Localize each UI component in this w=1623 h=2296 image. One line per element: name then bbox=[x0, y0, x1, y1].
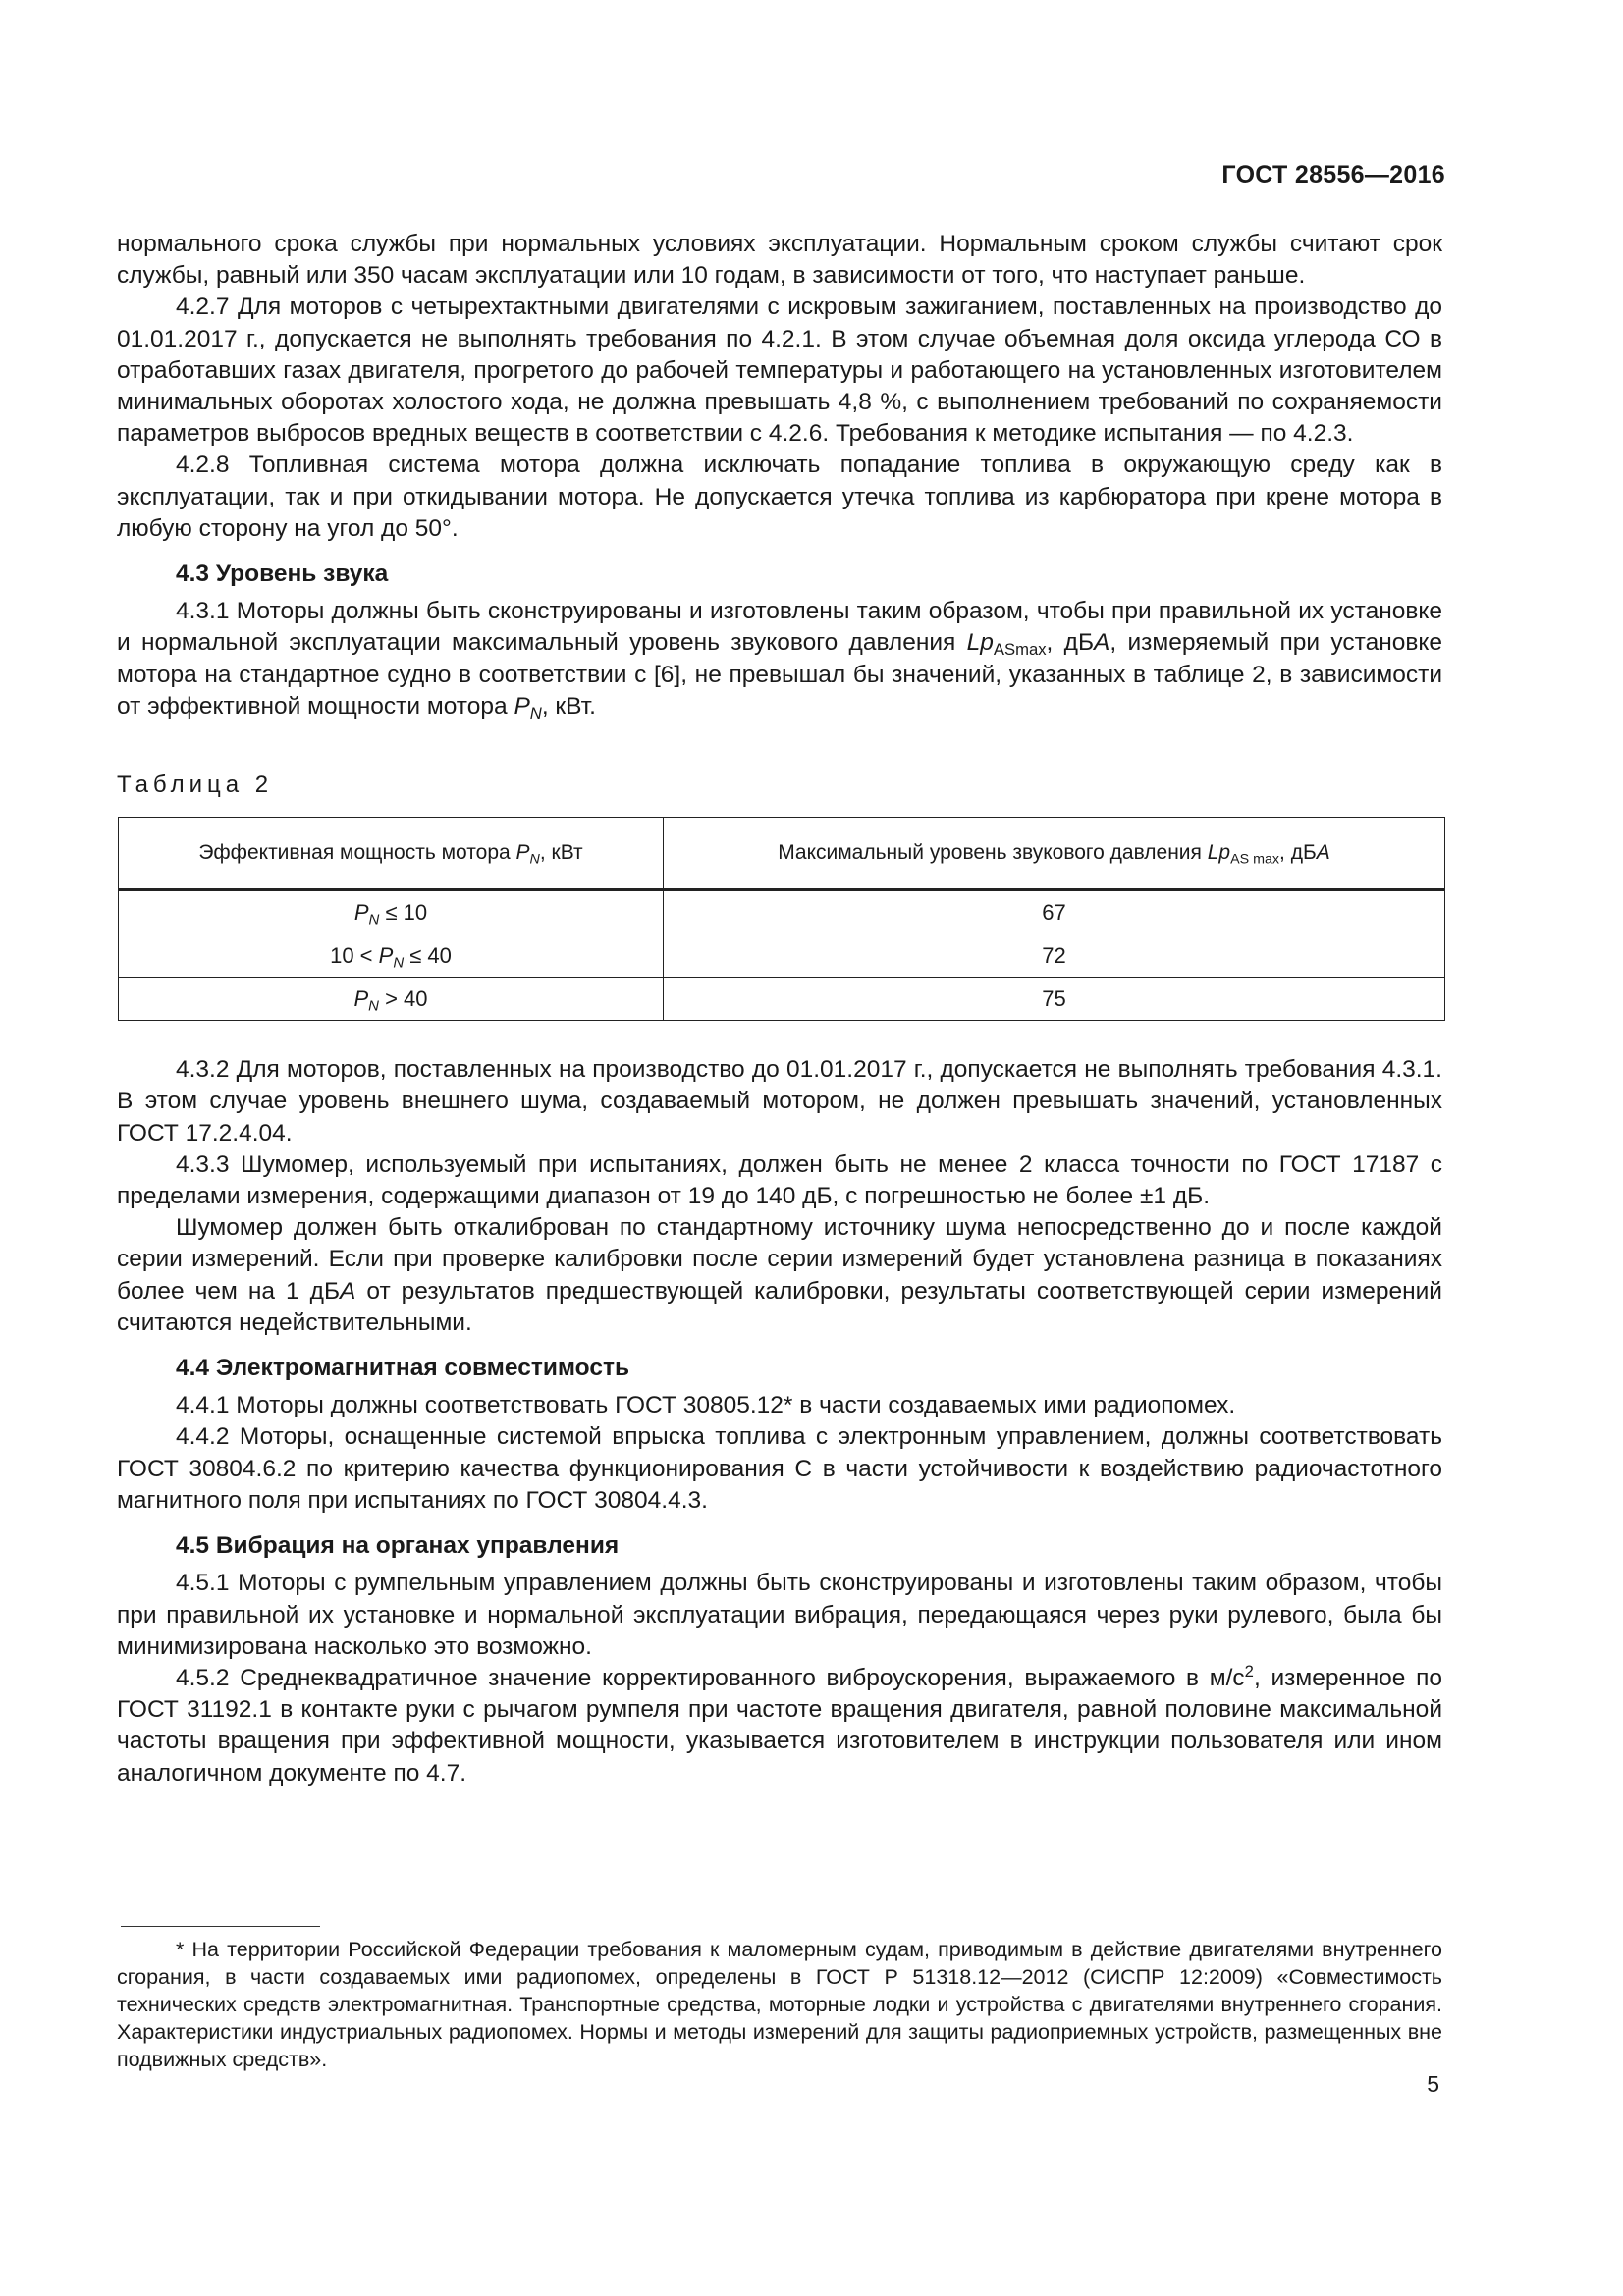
table-cell-sound-level: 75 bbox=[663, 978, 1444, 1021]
table-header-sound-level: Максимальный уровень звукового давления $Lp_{AS max}$, дБА bbox=[663, 818, 1444, 890]
section-heading-4-5: 4.5 Вибрация на органах управления bbox=[176, 1532, 620, 1560]
table-cell-sound-level: 72 bbox=[663, 934, 1444, 978]
paragraph-4-3-2: 4.3.2 Для моторов, поставленных на производство до 01.01.2017 г., допускается не выполнять требования 4.3.1. В этом случае уровень внешнего шума, создаваемый мотором, не должен превышать значений, установленных ГОСТ 17.2.4.04. bbox=[117, 1056, 1442, 1147]
table-header-power: Эффективная мощность мотора $P_N$, кВт bbox=[119, 818, 664, 890]
section-heading-4-4: 4.4 Электромагнитная совместимость bbox=[176, 1355, 630, 1382]
table-cell-power: $P_N > 40$ bbox=[119, 978, 664, 1021]
paragraph-4-2-8: 4.2.8 Топливная система мотора должна исключать попадание топлива в окружающую среду как в эксплуатации, так и при откидывании мотора. Не допускается утечка топлива из карбюратора при крене мотора в любую сторону на угол до 50°. bbox=[117, 452, 1442, 542]
table-row bbox=[119, 978, 1445, 1021]
paragraph-4-2-7: 4.2.7 Для моторов с четырехтактными двигателями с искровым зажиганием, поставленных на производство до 01.01.2017 г., допускается не выполнять требования по 4.2.1. В этом случае объемная доля оксида углерода СО в отработавших газах двигателя, прогретого до рабочей температуры и работающего на установленных изготовителем минимальных оборотах холостого хода, не должна превышать 4,8 %, с выполнением требований по сохраняемости параметров выбросов вредных веществ в соответствии с 4.2.6. Требования к методике испытания — по 4.2.3. bbox=[117, 294, 1442, 448]
paragraph-4-5-1: 4.5.1 Моторы с румпельным управлением должны быть сконструированы и изготовлены таким образом, чтобы при правильной их установке и нормальной эксплуатации вибрация, передающаяся через руки рулевого, была бы минимизирована насколько это возможно. bbox=[117, 1570, 1442, 1660]
paragraph-continuation: нормального срока службы при нормальных условиях эксплуатации. Нормальным сроком службы считают срок службы, равный или 350 часам эксплуатации или 10 годам, в зависимости от того, что наступает раньше. bbox=[117, 231, 1442, 290]
footnote-separator bbox=[121, 1926, 320, 1927]
document-body bbox=[117, 229, 1442, 1789]
paragraph-4-3-3: 4.3.3 Шумомер, используемый при испытаниях, должен быть не менее 2 класса точности по ГОСТ 17187 с пределами измерения, содержащими диапазон от 19 до 140 дБ, с погрешностью не более ±1 дБ. bbox=[117, 1150, 1442, 1210]
paragraph-4-4-1: 4.4.1 Моторы должны соответствовать ГОСТ 30805.12* в части создаваемых ими радиопомех. bbox=[176, 1392, 1236, 1419]
table-cell-power: $10 < P_N \le 40$ bbox=[119, 934, 664, 978]
table-row bbox=[119, 890, 1445, 934]
document-header: ГОСТ 28556—2016 bbox=[1221, 161, 1445, 188]
paragraph-4-4-2: 4.4.2 Моторы, оснащенные системой впрыска топлива с электронным управлением, должны соответствовать ГОСТ 30804.6.2 по критерию качества функционирования С в части устойчивости к воздействию радиочастотного магнитного поля при испытаниях по ГОСТ 30804.4.3. bbox=[117, 1423, 1442, 1514]
table-header-row bbox=[119, 818, 1445, 890]
table-caption: Таблица 2 bbox=[117, 772, 274, 799]
noise-level-table bbox=[118, 817, 1445, 1021]
section-heading-4-3: 4.3 Уровень звука bbox=[176, 561, 389, 588]
paragraph-4-3-1: 4.3.1 Моторы должны быть сконструированы и изготовлены таким образом, чтобы при правильной их установке и нормальной эксплуатации максимальный уровень звукового давления $Lp_{ASmax}$, дБА, измеряемый при установке мотора на стандартное судно в соответствии с [6], не превышал бы значений, указанных в таблице 2, в зависимости от эффективной мощности мотора $P_N$, кВт. bbox=[117, 598, 1442, 722]
table-cell-sound-level: 67 bbox=[663, 890, 1444, 934]
table-cell-power: $P_N \le 10$ bbox=[119, 890, 664, 934]
table-row bbox=[119, 934, 1445, 978]
paragraph-calibration: Шумомер должен быть откалиброван по стандартному источнику шума непосредственно до и после каждой серии измерений. Если при проверке калибровки после серии измерений будет установлена разница в показаниях более чем на 1 дБА от результатов предшествующей калибровки, результаты соответствующей серии измерений считаются недействительными. bbox=[117, 1214, 1442, 1336]
page-number: 5 bbox=[1427, 2071, 1439, 2097]
footnote: * На территории Российской Федерации требования к маломерным судам, приводимым в действие двигателями внутреннего сгорания, в части создаваемых ими радиопомех, определены в ГОСТ Р 51318.12—2012 (СИСПР 12:2009) «Совместимость технических средств электромагнитная. Транспортные средства, моторные лодки и устройства с двигателями внутреннего сгорания. Характеристики индустриальных радиопомех. Нормы и методы измерений для защиты радиоприемных устройств, размещенных вне подвижных средств». bbox=[117, 1938, 1442, 2071]
paragraph-4-5-2: 4.5.2 Среднеквадратичное значение корректированного виброускорения, выражаемого в $м/с^2$, измеренное по ГОСТ 31192.1 в контакте руки с рычагом румпеля при частоте вращения двигателя, равной половине максимальной частоты вращения при эффективной мощности, указывается изготовителем в инструкции пользователя или ином аналогичном документе по 4.7. bbox=[117, 1661, 1443, 1787]
